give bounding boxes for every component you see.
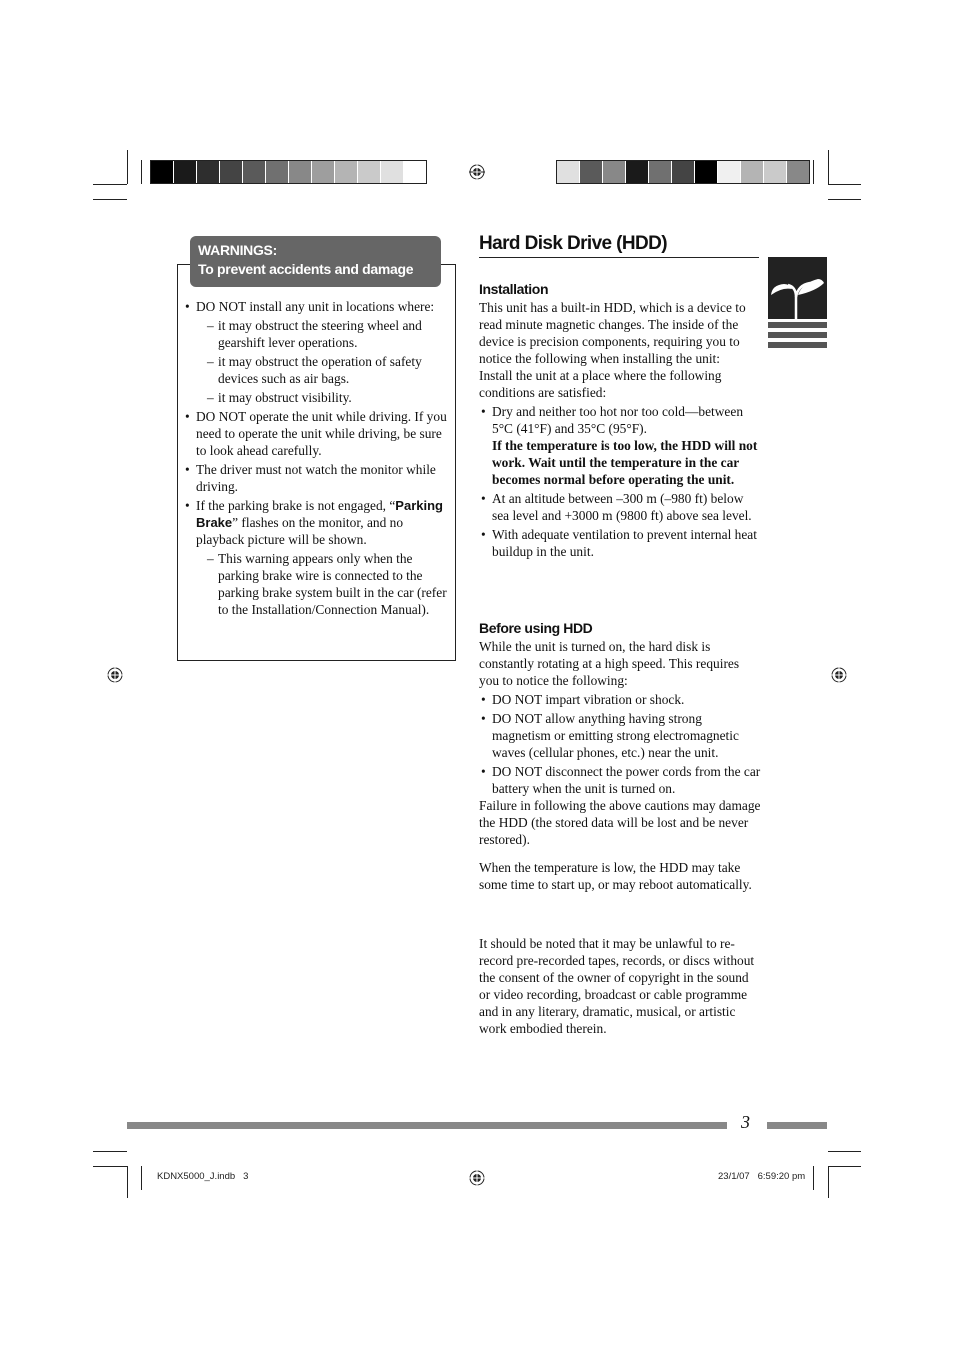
- tab-bar: [768, 332, 827, 338]
- color-swatch: [649, 161, 672, 183]
- crop-mark: [828, 1166, 829, 1198]
- section-tab: [768, 257, 827, 319]
- tab-bar: [768, 342, 827, 348]
- color-swatch: [787, 161, 809, 183]
- before-paragraph: While the unit is turned on, the hard disk is constantly rotating at a high speed. This requires you to notice the following:: [479, 639, 740, 688]
- temperature-note: If the temperature is too low, the HDD will not work. Wait until the temperature in the car becomes normal before operating the unit.: [492, 438, 758, 487]
- color-swatch: [312, 161, 335, 183]
- date-slug: 23/1/07 6:59:20 pm: [718, 1171, 806, 1182]
- page-title: Hard Disk Drive (HDD): [479, 233, 759, 258]
- color-swatch: [626, 161, 649, 183]
- color-swatch: [764, 161, 787, 183]
- registration-mark-icon: [107, 667, 123, 683]
- warning-item-parking-c: ” flashes on the monitor, and no playback picture will be shown.: [196, 515, 404, 547]
- crop-mark: [93, 199, 127, 200]
- crop-mark: [813, 160, 814, 184]
- list-item: – it may obstruct visibility.: [196, 389, 451, 406]
- installation-paragraph: This unit has a built-in HDD, which is a device to read minute magnetic changes. The inside of the device is precision components, requiring you to notice the following when installing the unit:: [479, 300, 746, 366]
- color-swatch: [266, 161, 289, 183]
- color-swatch: [289, 161, 312, 183]
- list-item: • DO NOT allow anything having strong magnetism or emitting strong electromagnetic waves (cellular phones, etc.) near the unit.: [479, 710, 761, 761]
- list-item: • DO NOT operate the unit while driving. If you need to operate the unit while driving, be sure to look ahead carefully.: [183, 408, 451, 459]
- list-item: [183, 298, 451, 406]
- color-swatch: [557, 161, 580, 183]
- list-item: • With adequate ventilation to prevent internal heat buildup in the unit.: [479, 526, 761, 560]
- color-swatch: [603, 161, 626, 183]
- footer-rule: [127, 1122, 727, 1129]
- color-swatch: [580, 161, 603, 183]
- warnings-heading-line2: To prevent accidents and damage: [198, 261, 414, 277]
- before-using-heading: Before using HDD: [479, 620, 593, 636]
- crop-mark: [93, 184, 127, 185]
- color-swatch: [220, 161, 243, 183]
- crop-mark: [828, 184, 861, 185]
- crop-mark: [828, 1166, 861, 1167]
- installation-heading: Installation: [479, 281, 549, 297]
- crop-mark: [141, 1166, 142, 1190]
- warnings-list: [183, 298, 451, 620]
- color-swatch: [174, 161, 197, 183]
- crop-mark: [828, 199, 861, 200]
- page-number: 3: [741, 1112, 750, 1132]
- list-item: • At an altitude between –300 m (–980 ft) below sea level and +3000 m (9800 ft) above sea level.: [479, 490, 761, 524]
- color-swatch: [695, 161, 718, 183]
- crop-mark: [141, 160, 142, 184]
- list-item: – it may obstruct the steering wheel and gearshift lever operations.: [196, 317, 451, 351]
- color-swatch: [358, 161, 381, 183]
- footer-rule: [767, 1122, 827, 1129]
- crop-mark: [93, 1151, 127, 1152]
- crop-mark: [828, 150, 829, 184]
- warnings-heading: [190, 236, 441, 287]
- file-slug: KDNX5000_J.indb 3: [157, 1171, 249, 1182]
- list-item: • DO NOT impart vibration or shock.: [479, 691, 761, 708]
- warnings-heading-line1: WARNINGS:: [198, 242, 277, 258]
- color-swatch: [404, 161, 426, 183]
- color-swatch: [335, 161, 358, 183]
- before-paragraph: Failure in following the above cautions may damage the HDD (the stored data will be lost and be never restored).: [479, 798, 761, 847]
- color-swatch: [672, 161, 695, 183]
- crop-mark: [93, 1166, 127, 1167]
- crop-mark: [828, 1151, 861, 1152]
- parking-brake-indicator: Parking Brake: [196, 498, 443, 530]
- crop-mark: [127, 1166, 128, 1198]
- color-swatch: [197, 161, 220, 183]
- color-swatch: [381, 161, 404, 183]
- color-swatch: [151, 161, 174, 183]
- tab-bar: [768, 322, 827, 328]
- color-bar-left: [150, 160, 427, 184]
- warning-item-install: DO NOT install any unit in locations where:: [196, 299, 435, 314]
- color-swatch: [243, 161, 266, 183]
- installation-paragraph: Install the unit at a place where the following conditions are satisfied:: [479, 368, 722, 400]
- list-item: [479, 403, 761, 488]
- list-item: – it may obstruct the operation of safety devices such as air bags.: [196, 353, 451, 387]
- installation-section: [479, 279, 761, 562]
- condition-temperature: Dry and neither too hot nor too cold—between 5°C (41°F) and 35°C (95°F).: [492, 404, 744, 436]
- color-swatch: [718, 161, 741, 183]
- registration-mark-icon: [469, 1170, 485, 1186]
- sprout-icon: [768, 257, 827, 319]
- color-swatch: [741, 161, 764, 183]
- warning-item-parking-a: If the parking brake is not engaged, “: [196, 498, 396, 513]
- copyright-paragraph: It should be noted that it may be unlawful to re-record pre-recorded tapes, records, or discs without the consent of the owner of copyright in the sound or video recording, broadcast or cable programme and in any literary, dramatic, musical, or artistic work embodied therein.: [479, 936, 755, 1036]
- list-item: [183, 497, 451, 618]
- crop-mark: [127, 150, 128, 184]
- crop-mark: [813, 1166, 814, 1190]
- temperature-paragraph: When the temperature is low, the HDD may take some time to start up, or may reboot automatically.: [479, 860, 752, 892]
- before-using-section: [479, 618, 761, 848]
- list-item: • The driver must not watch the monitor while driving.: [183, 461, 451, 495]
- color-bar-right: [556, 160, 810, 184]
- list-item: – This warning appears only when the parking brake wire is connected to the parking brake system built in the car (refer to the Installation/Connection Manual).: [196, 550, 451, 618]
- registration-mark-icon: [469, 164, 485, 180]
- list-item: • DO NOT disconnect the power cords from the car battery when the unit is turned on.: [479, 763, 761, 797]
- registration-mark-icon: [831, 667, 847, 683]
